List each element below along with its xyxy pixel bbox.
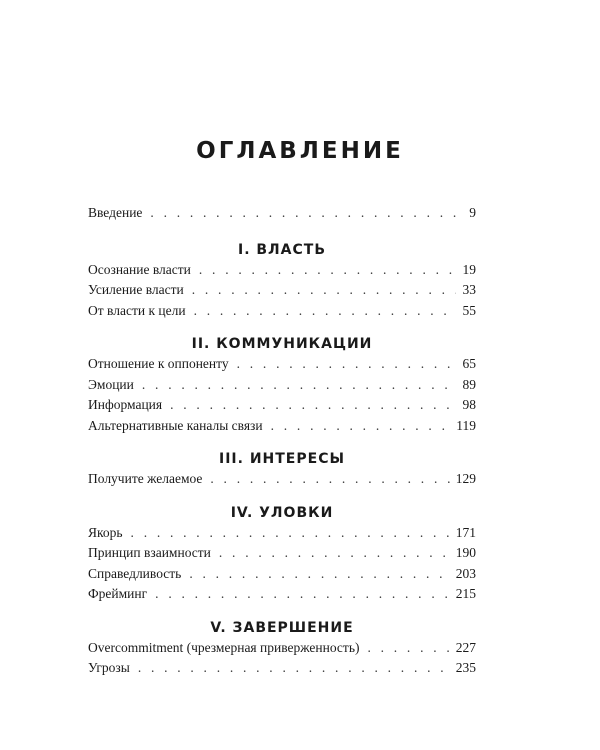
toc-entry-page-number: 65 — [462, 356, 476, 371]
toc-entry-label: Угрозы — [88, 660, 130, 675]
dot-leader — [199, 260, 456, 281]
toc-entry-page-number: 227 — [455, 639, 476, 655]
section-heading: V. ЗАВЕРШЕНИЕ — [210, 619, 354, 636]
dot-leader — [138, 658, 450, 679]
toc-entry-page-number: 190 — [455, 545, 476, 560]
page-title: ОГЛАВЛЕНИЕ — [196, 138, 404, 164]
section-heading: II. КОММУНИКАЦИИ — [191, 336, 373, 352]
section-heading: III. ИНТЕРЕСЫ — [219, 451, 345, 467]
toc-entry[interactable] — [88, 584, 476, 605]
toc-entry-page-number: 215 — [455, 586, 476, 601]
toc-entry-page-number: 203 — [455, 565, 476, 581]
toc-entry-page-number: 119 — [456, 417, 476, 433]
toc-entry-label: Усиление власти — [88, 282, 184, 297]
toc-entry[interactable] — [88, 354, 476, 375]
toc-entry-page-number: 171 — [455, 524, 476, 540]
toc-entry[interactable] — [88, 280, 476, 301]
dot-leader — [189, 564, 449, 585]
toc-entry[interactable] — [88, 638, 476, 659]
dot-leader — [219, 543, 450, 564]
dot-leader — [150, 203, 456, 224]
toc-entry[interactable] — [88, 301, 476, 322]
dot-leader — [194, 301, 456, 322]
toc-entry-page-number: 19 — [462, 261, 476, 277]
toc-entry[interactable] — [88, 375, 476, 396]
toc-entry-label: Альтернативные каналы связи — [88, 417, 263, 433]
toc-entry-label: Фрейминг — [88, 586, 148, 601]
toc-entry-page-number: 129 — [455, 471, 476, 486]
dot-leader — [210, 469, 449, 490]
toc-entry-label: Якорь — [88, 524, 123, 540]
toc-entry-label: От власти к цели — [88, 302, 186, 318]
toc-entry[interactable] — [88, 523, 476, 544]
table-of-contents — [88, 203, 476, 679]
toc-entry-page-number: 33 — [462, 282, 476, 297]
toc-entry-label: Введение — [88, 205, 143, 220]
dot-leader — [155, 584, 450, 605]
toc-entry-label: Эмоции — [88, 376, 134, 392]
toc-entry-page-number: 89 — [462, 376, 476, 392]
section-heading: I. ВЛАСТЬ — [237, 241, 327, 258]
dot-leader — [142, 375, 456, 396]
toc-entry[interactable] — [88, 543, 476, 564]
toc-entry-page-number: 9 — [469, 205, 476, 220]
dot-leader — [192, 280, 456, 301]
toc-entry-label: Информация — [88, 397, 163, 412]
toc-entry[interactable] — [88, 395, 476, 416]
toc-entry-label: Overcommitment (чрезмерная приверженность) — [88, 639, 360, 655]
toc-entry-label: Справедливость — [88, 565, 182, 581]
toc-entry[interactable] — [88, 416, 476, 437]
toc-entry[interactable] — [88, 260, 476, 281]
dot-leader — [271, 416, 451, 437]
toc-entry[interactable] — [88, 469, 476, 490]
dot-leader — [131, 523, 450, 544]
section-heading: IV. УЛОВКИ — [230, 504, 334, 521]
toc-entry-page-number: 98 — [462, 397, 476, 412]
toc-entry-page-number: 235 — [455, 660, 476, 675]
toc-entry[interactable] — [88, 564, 476, 585]
toc-entry[interactable] — [88, 658, 476, 679]
toc-entry-label: Принцип взаимности — [88, 545, 211, 560]
toc-entry-label: Отношение к оппоненту — [88, 356, 229, 371]
toc-entry-introduction[interactable] — [88, 203, 476, 224]
toc-entry-label: Осознание власти — [88, 261, 191, 277]
dot-leader — [367, 638, 449, 659]
toc-entry-page-number: 55 — [462, 302, 476, 318]
dot-leader — [170, 395, 456, 416]
toc-entry-label: Получите желаемое — [88, 471, 203, 486]
dot-leader — [237, 354, 456, 375]
